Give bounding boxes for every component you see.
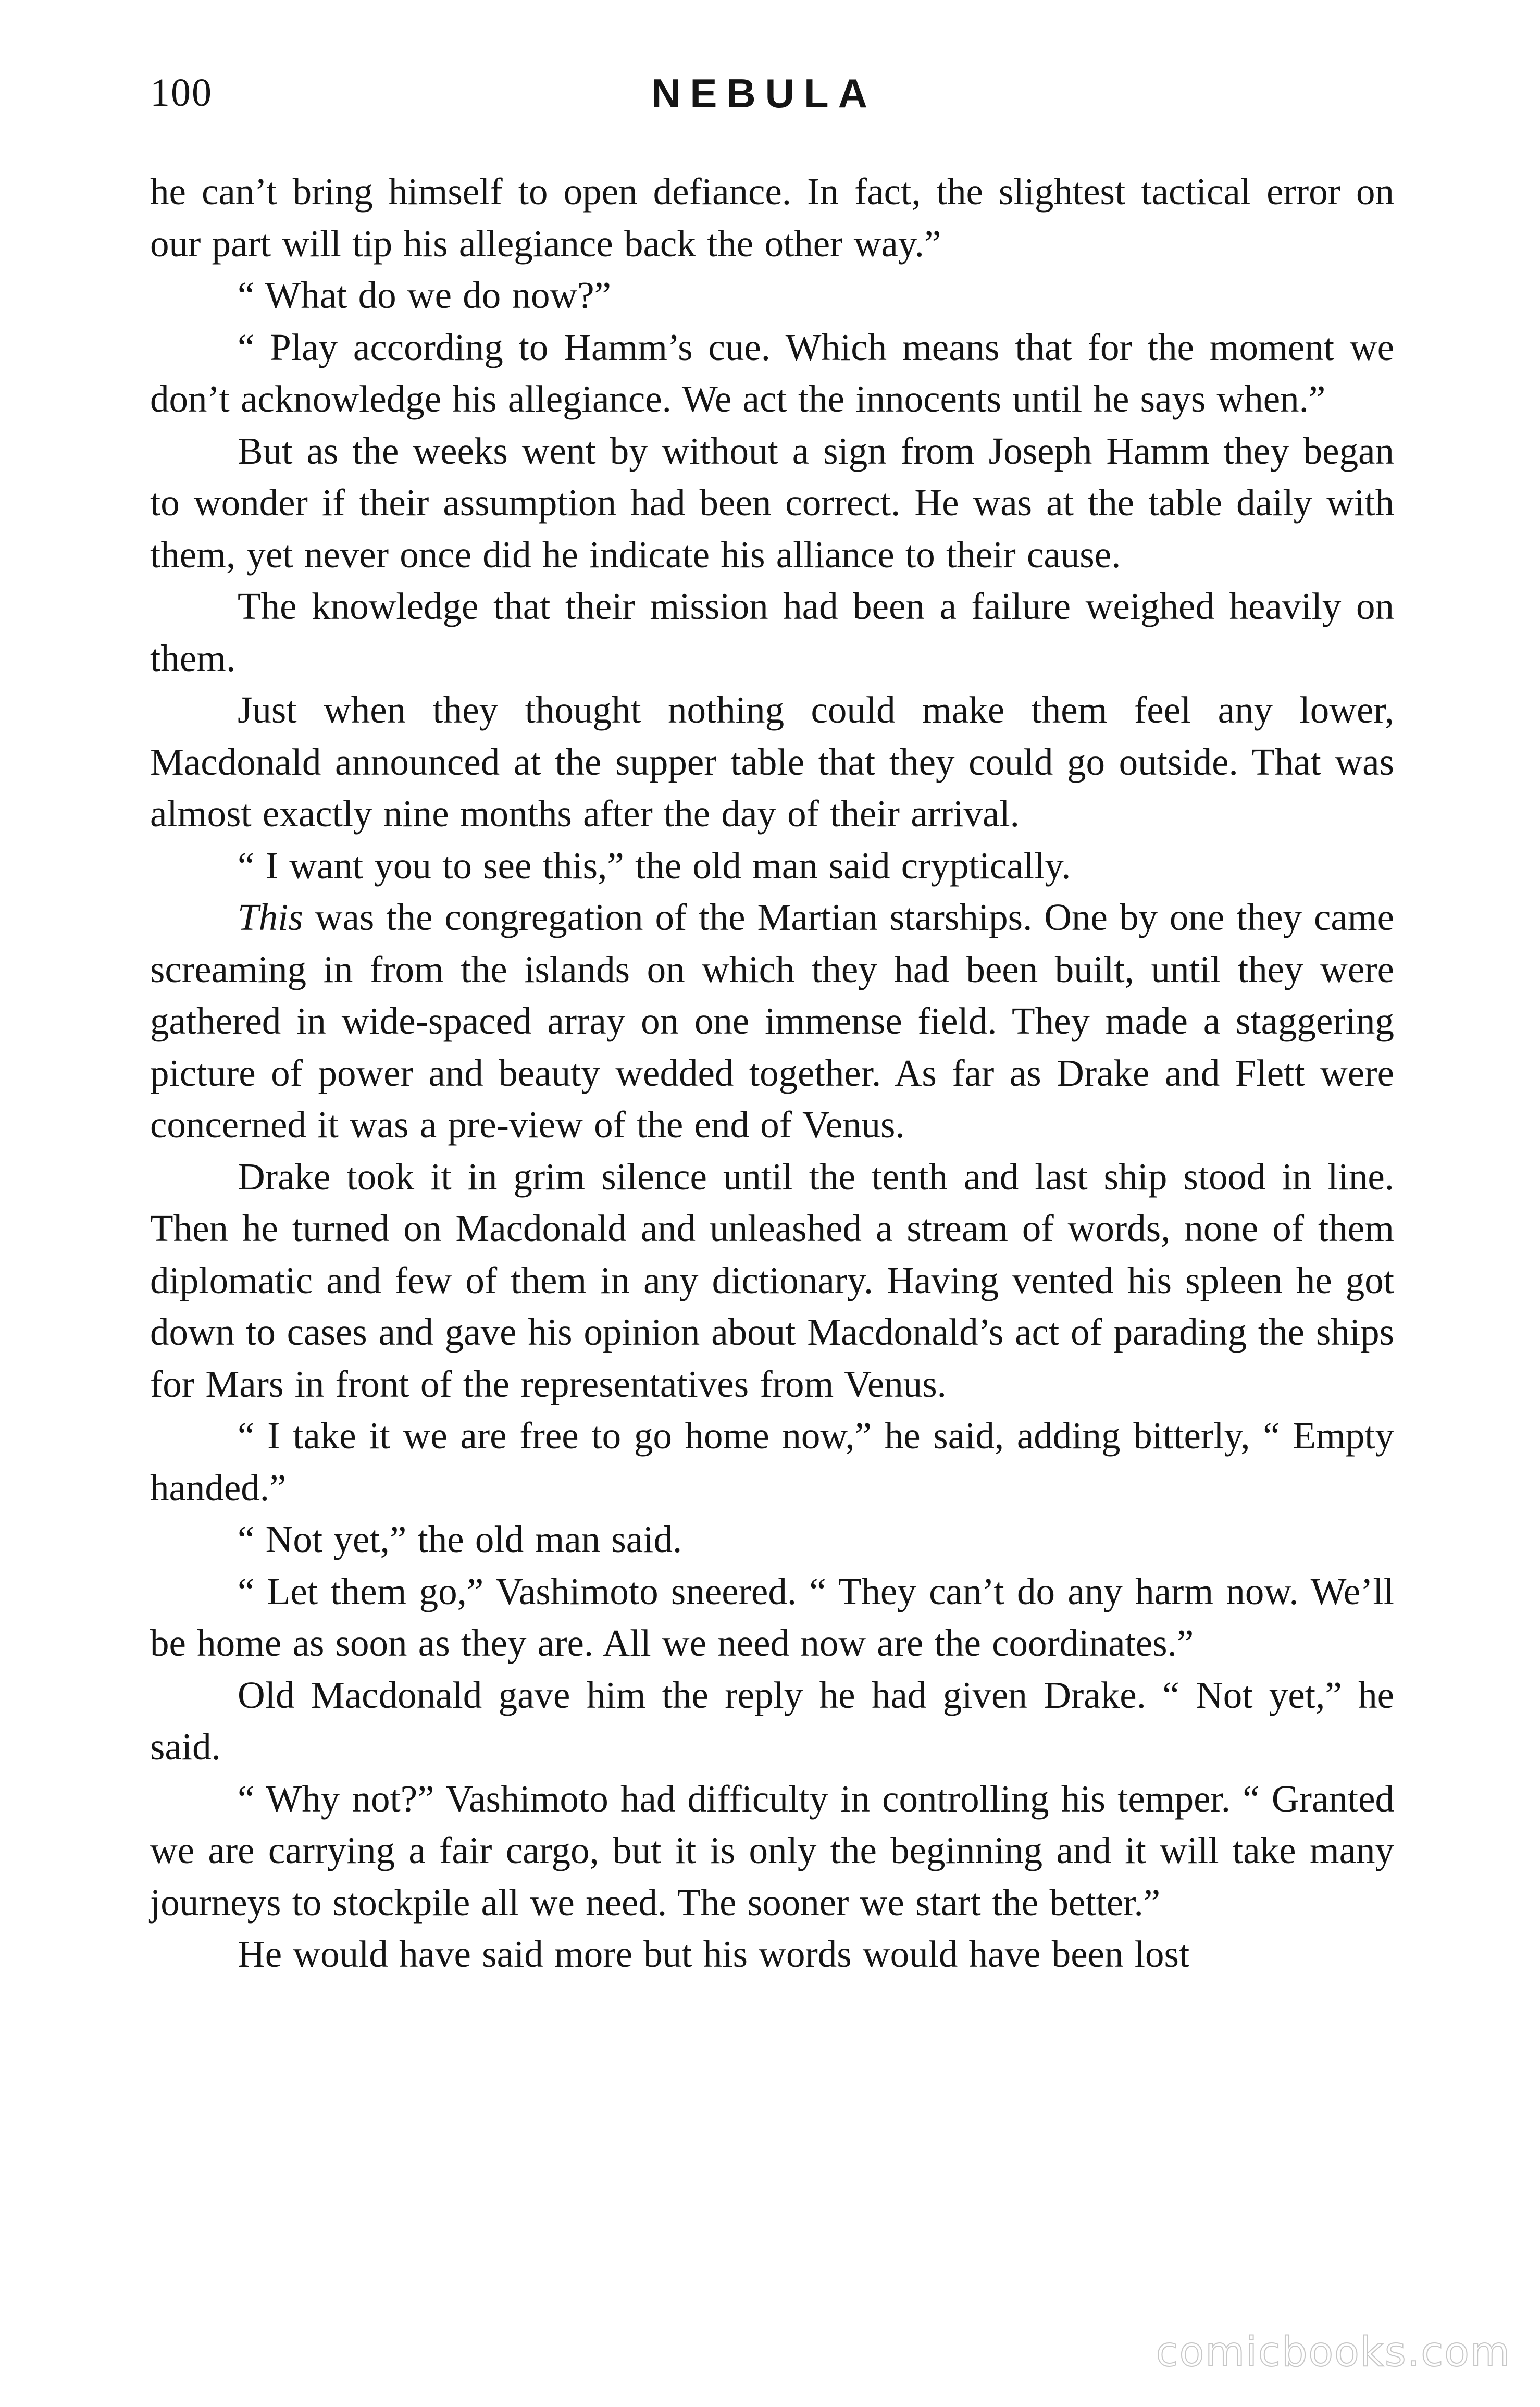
paragraph-10: “ I take it we are free to go home now,” he said, adding bitterly, “ Empty handed.” xyxy=(150,1415,1394,1509)
paragraph-4: But as the weeks went by without a sign from Joseph Hamm they began to wonder if their assumption had been correct. He was at the table daily with them, yet never once did he indicate his alliance to their cause. xyxy=(150,429,1394,576)
paragraph-9: Drake took it in grim silence until the tenth and last ship stood in line. Then he turned on Macdonald and unleashed a stream of words, none of them diplomatic and few of them in any dictionary. Having vented his spleen he got down to cases and gave his opinion about Macdonald’s act of parading the ships for Mars in front of the representatives from Venus. xyxy=(150,1155,1394,1405)
paragraph-12: “ Let them go,” Vashimoto sneered. “ They can’t do any harm now. We’ll be home as soon as they are. All we need now are the coordinates.” xyxy=(150,1570,1394,1664)
paragraph-8-rest: was the congregation of the Martian starships. One by one they came screaming in from the islands on which they had been built, until they were gathered in wide-spaced array on one immense field. They made a staggering picture of power and beauty wedded together. As far as Drake and Flett were concerned it was a pre-view of the end of Venus. xyxy=(150,896,1394,1146)
paragraph-13: Old Macdonald gave him the reply he had given Drake. “ Not yet,” he said. xyxy=(150,1673,1394,1768)
paragraph-14: “ Why not?” Vashimoto had difficulty in controlling his temper. “ Granted we are carrying a fair cargo, but it is only the beginning and it will take many journeys to stockpile all we need. The sooner we start the better.” xyxy=(150,1777,1394,1924)
comicbooks-watermark: comicbooks.com xyxy=(1156,2329,1511,2376)
body-text xyxy=(150,166,1394,1980)
paragraph-8 xyxy=(150,891,1394,1151)
paragraph-5: The knowledge that their mission had been a failure weighed heavily on them. xyxy=(150,585,1394,679)
paragraph-7: “ I want you to see this,” the old man said cryptically. xyxy=(238,844,1071,887)
paragraph-1: he can’t bring himself to open defiance. In fact, the slightest tactical error on our part will tip his allegiance back the other way.” xyxy=(150,170,1394,265)
italic-word: This xyxy=(238,896,303,938)
running-title: NEBULA xyxy=(651,70,877,116)
paragraph-6: Just when they thought nothing could make them feel any lower, Macdonald announced at the supper table that they could go outside. That was almost exactly nine months after the day of their arrival. xyxy=(150,689,1394,835)
paragraph-2: “ What do we do now?” xyxy=(238,274,612,316)
paragraph-15: He would have said more but his words would have been lost xyxy=(238,1933,1190,1975)
page-number: 100 xyxy=(150,71,213,115)
paragraph-11: “ Not yet,” the old man said. xyxy=(238,1518,682,1560)
paragraph-3: “ Play according to Hamm’s cue. Which means that for the moment we don’t acknowledge his allegiance. We act the innocents until he says when.” xyxy=(150,326,1394,420)
page-header xyxy=(0,63,1540,125)
